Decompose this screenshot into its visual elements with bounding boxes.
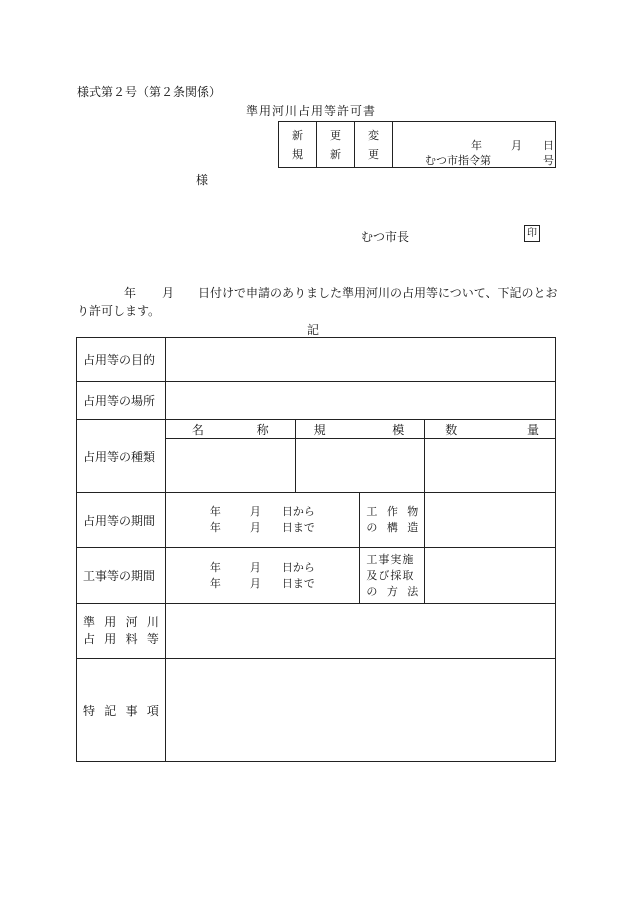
kind-label-text: 占用等の種類 [83, 449, 156, 464]
issuer: むつ市長 [361, 230, 410, 244]
con-from-day: 日から [281, 560, 315, 574]
notes-1: 特 [83, 703, 96, 718]
occupancy-period-label [77, 493, 166, 548]
kind-header-scale [295, 420, 425, 439]
date-year: 年 [471, 139, 482, 152]
occ-to-year: 年 [209, 521, 221, 534]
type-new-bottom: 規 [292, 147, 303, 161]
occ-to-day: 日まで [281, 521, 315, 534]
fee-value [165, 604, 555, 659]
kind-header-qty-2: 量 [526, 422, 539, 437]
construction-period-label [77, 548, 166, 604]
structure-label [360, 493, 425, 548]
structure-l2-3: 造 [407, 521, 419, 534]
kind-header-qty [425, 420, 556, 439]
seal-text: 印 [527, 228, 537, 239]
occ-from-year: 年 [209, 505, 221, 518]
date-command-cell [393, 122, 556, 168]
notes-value [165, 659, 555, 762]
occupancy-period-value [165, 493, 360, 548]
method-l2: 及び採取 [366, 568, 415, 582]
body-text-line1: 日付けで申請のありました準用河川の占用等について、下記のとお [198, 286, 558, 300]
fee-label [77, 604, 166, 659]
kind-scale-value [295, 439, 425, 493]
con-from-year: 年 [209, 560, 221, 574]
location-label-text: 占用等の場所 [83, 394, 156, 408]
type-renew-top: 更 [330, 128, 341, 142]
body-year: 年 [124, 286, 137, 300]
body-text-line2: り許可します。 [77, 304, 161, 318]
date-day: 日 [543, 139, 554, 152]
type-change-cell [355, 122, 393, 168]
notes-2: 記 [104, 703, 117, 718]
details-table [76, 337, 556, 762]
kind-header-scale-2: 模 [392, 422, 405, 437]
construction-period-label-text: 工事等の期間 [83, 569, 156, 583]
location-label [77, 382, 166, 420]
structure-l1-2: 作 [386, 505, 398, 518]
purpose-value [165, 338, 555, 382]
method-l3-2: 方 [386, 584, 398, 598]
type-new-top: 新 [292, 128, 303, 142]
con-to-day: 日まで [281, 576, 315, 590]
kind-qty-value [425, 439, 556, 493]
command-suffix: 号 [543, 154, 554, 167]
type-renew-bottom: 新 [330, 147, 341, 161]
structure-l1-1: 工 [366, 505, 378, 518]
kind-header-name-2: 称 [256, 422, 269, 437]
type-new-cell [279, 122, 317, 168]
type-change-top: 変 [368, 128, 379, 142]
occ-from-day: 日から [281, 505, 315, 518]
occ-to-month: 月 [249, 521, 261, 534]
form-number: 様式第２号（第２条関係） [77, 85, 222, 99]
type-date-box [278, 121, 556, 168]
method-l3-1: の [366, 584, 378, 598]
structure-l1-3: 物 [407, 505, 419, 518]
date-month: 月 [511, 139, 522, 152]
document-title: 準用河川占用等許可書 [246, 104, 377, 118]
fee-l1-4: 川 [146, 615, 159, 629]
method-l3-3: 法 [407, 584, 419, 598]
method-label [360, 548, 425, 604]
purpose-label-text: 占用等の目的 [83, 353, 156, 367]
structure-l2-2: 構 [386, 521, 398, 534]
kind-header-scale-1: 規 [313, 422, 326, 437]
method-l1: 工事実施 [366, 552, 415, 566]
fee-l2-1: 占 [83, 632, 96, 646]
con-from-month: 月 [249, 560, 261, 574]
occ-from-month: 月 [249, 505, 261, 518]
kind-header-name-1: 名 [191, 422, 204, 437]
body-month: 月 [162, 286, 175, 300]
kind-header-qty-1: 数 [445, 422, 458, 437]
structure-l2-1: の [366, 521, 378, 534]
structure-value [425, 493, 556, 548]
fee-l1-1: 準 [83, 615, 96, 629]
method-value [425, 548, 556, 604]
occupancy-period-label-text: 占用等の期間 [83, 513, 156, 528]
notes-3: 事 [125, 703, 138, 718]
seal-mark [524, 225, 540, 242]
command-prefix: むつ市指令第 [425, 154, 491, 167]
purpose-label [77, 338, 166, 382]
con-to-year: 年 [209, 576, 221, 590]
kind-label [77, 420, 166, 493]
fee-l2-4: 等 [146, 632, 159, 646]
notes-4: 項 [146, 703, 159, 718]
construction-period-value [165, 548, 360, 604]
fee-l2-3: 料 [125, 632, 138, 646]
location-value [165, 382, 555, 420]
fee-l2-2: 用 [104, 632, 117, 646]
fee-l1-3: 河 [125, 615, 138, 629]
ki-heading: 記 [307, 323, 320, 337]
type-renew-cell [317, 122, 355, 168]
fee-l1-2: 用 [104, 615, 117, 629]
notes-label [77, 659, 166, 762]
kind-header-name [165, 420, 295, 439]
addressee-suffix: 様 [196, 173, 209, 187]
con-to-month: 月 [249, 576, 261, 590]
kind-name-value [165, 439, 295, 493]
type-change-bottom: 更 [368, 147, 379, 161]
